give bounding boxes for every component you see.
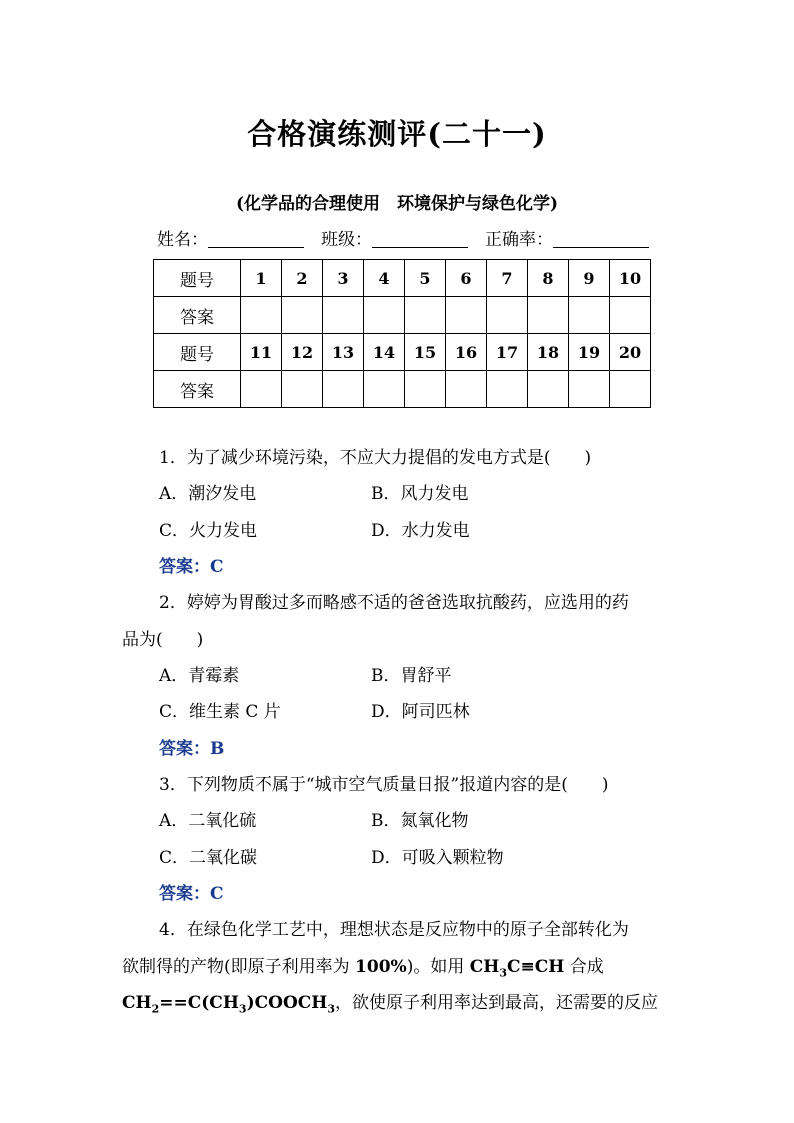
- grid-number-cell: 1: [241, 260, 282, 297]
- grid-row-label: 答案: [154, 371, 241, 408]
- grid-answer-cell[interactable]: [487, 371, 528, 408]
- question-3-option-d: D．可吸入颗粒物: [371, 848, 504, 868]
- grid-number-cell: 9: [569, 260, 610, 297]
- grid-answer-cell[interactable]: [569, 297, 610, 334]
- grid-number-cell: 2: [282, 260, 323, 297]
- page-title: 合格演练测评(二十一): [247, 117, 547, 151]
- grid-answer-cell[interactable]: [282, 371, 323, 408]
- grid-number-cell: 17: [487, 334, 528, 371]
- grid-number-cell: 11: [241, 334, 282, 371]
- grid-answer-cell[interactable]: [610, 297, 651, 334]
- grid-number-cell: 19: [569, 334, 610, 371]
- name-blank[interactable]: [208, 229, 304, 248]
- page-subtitle: (化学品的合理使用 环境保护与绿色化学): [235, 194, 559, 214]
- class-label: 班级：: [321, 230, 372, 250]
- grid-number-cell: 3: [323, 260, 364, 297]
- grid-answer-cell[interactable]: [364, 297, 405, 334]
- grid-number-cell: 12: [282, 334, 323, 371]
- question-1-option-d: D．水力发电: [371, 521, 470, 541]
- q4-formula-reactant: $CH_3C\equiv CH$: [469, 957, 565, 980]
- question-3-option-a: A．二氧化硫: [159, 811, 257, 831]
- grid-answer-cell[interactable]: [446, 371, 487, 408]
- question-2-option-c: C．维生素 C 片: [159, 702, 281, 722]
- grid-answer-cell[interactable]: [446, 297, 487, 334]
- grid-number-cell: 18: [528, 334, 569, 371]
- accuracy-blank[interactable]: [553, 229, 649, 248]
- grid-answer-cell[interactable]: [364, 371, 405, 408]
- question-2-stem-line1: 2．婷婷为胃酸过多而略感不适的爸爸选取抗酸药，应选用的药: [159, 593, 629, 613]
- question-2-answer: 答案：B: [159, 739, 225, 759]
- grid-number-cell: 20: [610, 334, 651, 371]
- grid-answer-cell[interactable]: [569, 371, 610, 408]
- question-1-option-b: B．风力发电: [371, 484, 469, 504]
- grid-answer-cell[interactable]: [487, 297, 528, 334]
- grid-answer-row-2: [154, 371, 651, 408]
- accuracy-label: 正确率：: [485, 230, 553, 250]
- grid-number-row-2: [154, 334, 651, 371]
- answer-grid: [153, 259, 651, 408]
- grid-row-label: 答案: [154, 297, 241, 334]
- grid-number-cell: 7: [487, 260, 528, 297]
- grid-number-cell: 16: [446, 334, 487, 371]
- q4-text: 合成: [569, 957, 604, 977]
- grid-answer-cell[interactable]: [528, 297, 569, 334]
- grid-number-cell: 14: [364, 334, 405, 371]
- question-4-line1: 4．在绿色化学工艺中，理想状态是反应物中的原子全部转化为: [159, 920, 629, 940]
- grid-number-cell: 4: [364, 260, 405, 297]
- question-1-option-a: A．潮汐发电: [159, 484, 257, 504]
- q4-text: )。如用: [406, 957, 465, 977]
- question-3-option-c: C．二氧化碳: [159, 848, 258, 868]
- name-label: 姓名：: [157, 230, 208, 250]
- grid-answer-cell[interactable]: [241, 297, 282, 334]
- question-3-stem: 3．下列物质不属于“城市空气质量日报”报道内容的是( ): [159, 775, 609, 795]
- question-3-answer: 答案：C: [159, 884, 224, 904]
- grid-number-cell: 5: [405, 260, 446, 297]
- grid-number-cell: 8: [528, 260, 569, 297]
- grid-answer-cell[interactable]: [323, 297, 364, 334]
- q4-formula-product: $CH_2==C(CH_3)COOCH_3$: [122, 993, 336, 1016]
- question-1-answer: 答案：C: [159, 557, 224, 577]
- question-3-option-b: B．氮氧化物: [371, 811, 469, 831]
- q4-text: ，欲使原子利用率达到最高，还需要的反应: [335, 993, 659, 1013]
- q4-text: 欲制得的产物(即原子利用率为: [122, 957, 350, 977]
- grid-row-label: 题号: [154, 334, 241, 371]
- q4-percent: 100%: [355, 957, 407, 977]
- question-4-line2: [122, 952, 604, 979]
- grid-answer-cell[interactable]: [282, 297, 323, 334]
- question-2-option-a: A．青霉素: [159, 666, 240, 686]
- grid-number-row-1: [154, 260, 651, 297]
- grid-answer-row-1: [154, 297, 651, 334]
- grid-number-cell: 10: [610, 260, 651, 297]
- grid-answer-cell[interactable]: [241, 371, 282, 408]
- grid-row-label: 题号: [154, 260, 241, 297]
- grid-number-cell: 6: [446, 260, 487, 297]
- grid-answer-cell[interactable]: [405, 371, 446, 408]
- student-info-row: [157, 225, 649, 250]
- question-2-option-d: D．阿司匹林: [371, 702, 470, 722]
- grid-answer-cell[interactable]: [405, 297, 446, 334]
- question-2-stem-line2: 品为( ): [122, 630, 204, 650]
- question-2-option-b: B．胃舒平: [371, 666, 452, 686]
- question-1-stem: 1．为了减少环境污染，不应大力提倡的发电方式是( ): [159, 448, 592, 468]
- question-4-line3: [122, 988, 658, 1015]
- grid-number-cell: 13: [323, 334, 364, 371]
- grid-answer-cell[interactable]: [323, 371, 364, 408]
- grid-answer-cell[interactable]: [610, 371, 651, 408]
- grid-number-cell: 15: [405, 334, 446, 371]
- class-blank[interactable]: [372, 229, 468, 248]
- grid-answer-cell[interactable]: [528, 371, 569, 408]
- question-1-option-c: C．火力发电: [159, 521, 258, 541]
